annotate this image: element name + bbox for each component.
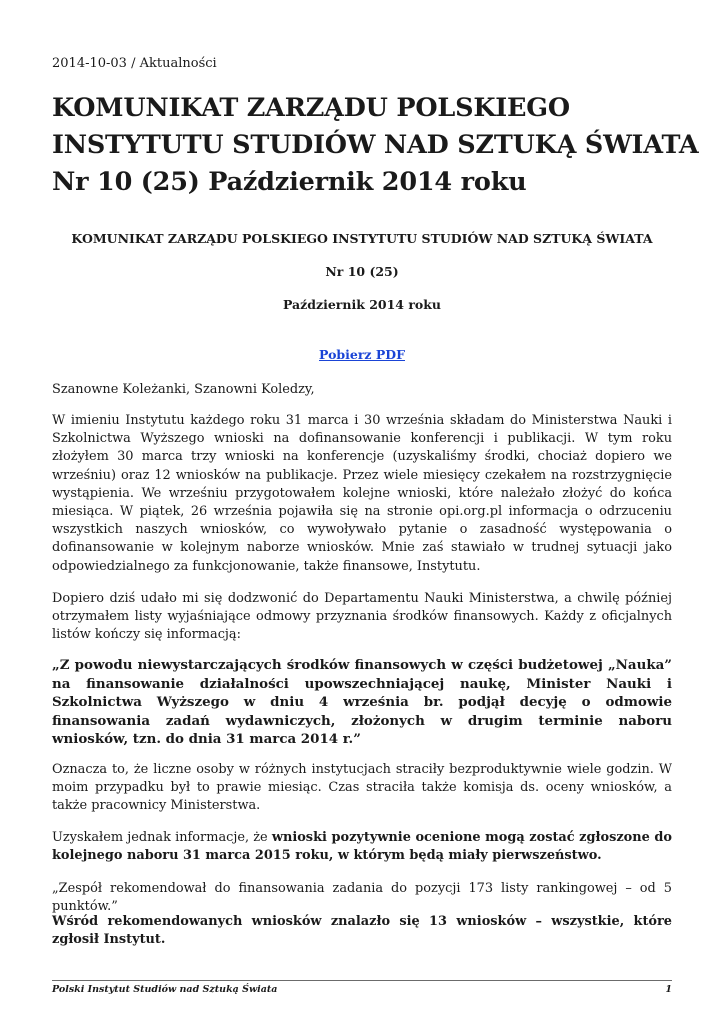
paragraph-1: W imieniu Instytutu każdego roku 31 marca i 30 września składam do Ministerstwa Nauki i Szkolnictwa Wyższego wnioski na dofinansowanie konferencji i publikacji. W tym roku złożyłem 30 marca trzy wnioski na konferencje (uzyskaliśmy środki, chociaż dopiero we wrześniu) oraz 12 wniosków na publikacje. Przez wiele miesięcy czekałem na rozstrzygnięcie wystąpienia. We wrześniu przygotowałem kolejne wnioski, które należało złożyć do końca miesiąca. W piątek, 26 września pojawiła się na stronie opi.org.pl informacja o odrzuceniu wszystkich naszych wniosków, co wywoływało pytanie o zasadność występowania o dofinansowanie w kolejnym naborze wniosków. Mnie zaś stawiało w trudnej sytuacji jako odpowiedzialnego za funkcjonowanie, także finansowe, Instytutu.	[52, 413, 672, 574]
footer-page-number: 1	[665, 984, 672, 995]
paragraph-2: Dopiero dziś udało mi się dodzwonić do Departamentu Nauki Ministerstwa, a chwilę później otrzymałem listy wyjaśniające odmowy przyznania środków finansowych. Każdy z oficjalnych listów kończy się informacją:	[52, 591, 672, 643]
salutation: Szanowne Koleżanki, Szanowni Koledzy,	[52, 382, 315, 397]
pdf-link-container	[52, 347, 672, 362]
title-line-3: Nr 10 (25) Październik 2014 roku	[52, 167, 527, 197]
issue-date: Październik 2014 roku	[282, 297, 442, 312]
paragraph-6: Wśród rekomendowanych wniosków znalazło się 13 wniosków – wszystkie, które zgłosił Instytut.	[52, 914, 672, 948]
ministry-quote: „Z powodu niewystarczających środków finansowych w części budżetowej „Nauka” na finansowanie działalności upowszechniającej naukę, Minister Nauki i Szkolnictwa Wyższego w dniu 4 września br. podjął decyję o odmowie finansowania zadań wydawniczych, złożonych w drugim terminie naboru wniosków, tzn. do dnia 31 marca 2014 r.”	[52, 657, 672, 748]
paragraph-5: „Zespół rekomendował do finansowania zadania do pozycji 173 listy rankingowej – od 5 punktów.”	[52, 881, 672, 915]
page-title	[52, 90, 698, 201]
issue-number: Nr 10 (25)	[325, 264, 399, 279]
footer-institute-name: Polski Instytut Studiów nad Sztuką Świata	[52, 984, 278, 995]
paragraph-3: Oznacza to, że liczne osoby w różnych instytucjach straciły bezproduktywnie wiele godzin. W moim przypadku był to prawie miesiąc. Czas straciła także komisja ds. oceny wniosków, a także pracownicy Ministerstwa.	[52, 762, 672, 814]
institution-heading: KOMUNIKAT ZARZĄDU POLSKIEGO INSTYTUTU STUDIÓW NAD SZTUKĄ ŚWIATA	[71, 231, 653, 246]
paragraph-4-bold: wnioski pozytywnie ocenione mogą zostać zgłoszone do kolejnego naboru 31 marca 2015 roku, w którym będą miały pierwszeństwo.	[52, 830, 672, 864]
paragraph-4-lead: Uzyskałem jednak informacje, że	[52, 830, 272, 845]
footer-divider	[52, 980, 672, 981]
post-meta: 2014-10-03 / Aktualności	[52, 56, 217, 71]
download-pdf-link[interactable]: Pobierz PDF	[319, 347, 405, 362]
title-line-2: INSTYTUTU STUDIÓW NAD SZTUKĄ ŚWIATA	[52, 130, 699, 160]
paragraph-4	[52, 829, 672, 865]
title-line-1: KOMUNIKAT ZARZĄDU POLSKIEGO	[52, 93, 570, 123]
